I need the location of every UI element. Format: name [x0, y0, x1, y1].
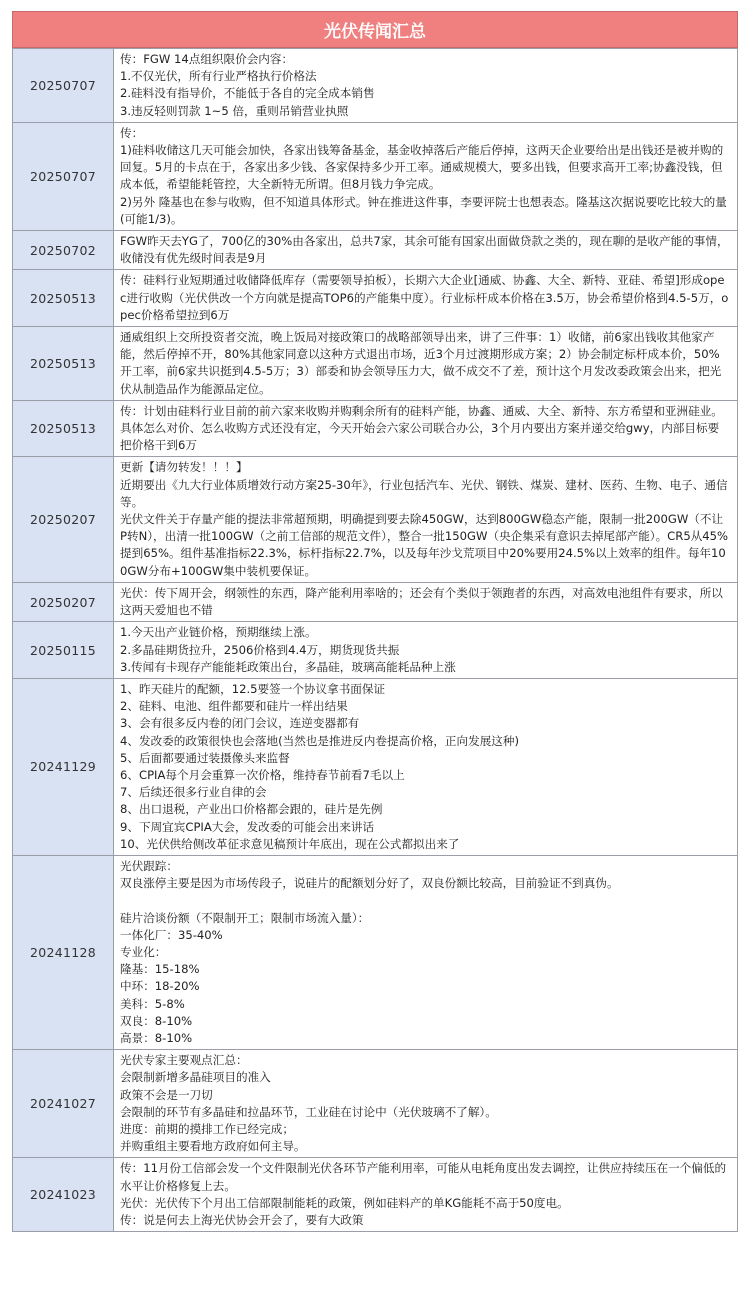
content-line: 硅片洽谈份额（不限制开工；限制市场流入量）：: [120, 910, 370, 925]
content-line: 3.违反轻则罚款 1~5 倍，重则吊销营业执照: [120, 103, 349, 118]
content-line: 通威组织上交所投资者交流，晚上饭局对接政策口的战略部领导出来，讲了三件事：1）收储，前6家出钱收其他家产能，然后停掉不开，80%其他家同意以这种方式退出市场，近3个月过渡期形成方案；2）协会制定标杆成本价，50%开工率，前6家共识挺到4.5-5万；3）部委和协会领导压力大，做不成交不了差，预计这个月发改委政策会出来，把光伏从制造品作为能源品定位。: [120, 330, 722, 396]
table-row: [13, 231, 738, 270]
content-cell: [114, 457, 738, 582]
content-line: 1、昨天硅片的配额，12.5要签一个协议拿书面保证: [120, 681, 386, 696]
content-line: 2、硅料、电池、组件都要和硅片一样出结果: [120, 699, 348, 714]
table-row: [13, 582, 738, 621]
content-line: 近期要出《九大行业体质增效行动方案25-30年》，行业包括汽车、光伏、钢铁、煤炭、建材、医药、生物、电子、通信等。: [120, 477, 728, 509]
content-cell: [114, 1050, 738, 1158]
content-cell: [114, 231, 738, 270]
rumor-table-sheet: [12, 11, 738, 1232]
content-line: 光伏专家主要观点汇总：: [120, 1053, 248, 1068]
content-line: 传：: [120, 125, 144, 140]
content-line: 会限制的环节有多晶硅和拉晶环节，工业硅在讨论中（光伏玻璃不了解）。: [120, 1104, 497, 1119]
content-line: 光伏文件关于存量产能的提法非常超预期，明确提到要去除450GW，达到800GW稳态产能，限制一批200GW（不让P转N），出清一批100GW（之前工信部的规范文件），整合一批150GW（央企集采有意识去掉尾部产能）。CR5从45%提到65%。组件基准指标22.3%，标杆指标22.7%，以及每年沙戈荒项目中20%要用24.5%以上效率的组件。每年100GW分布+100GW集中装机要保证。: [120, 512, 729, 578]
content-line: 一体化厂：35-40%: [120, 927, 223, 942]
date-cell: 20250513: [13, 327, 114, 401]
date-cell: 20250207: [13, 582, 114, 621]
date-cell: 20241023: [13, 1158, 114, 1232]
content-line: 10、光伏供给侧改革征求意见稿预计年底出，现在公式都拟出来了: [120, 836, 460, 851]
content-line: 1.今天出产业链价格，预期继续上涨。: [120, 625, 317, 640]
table-row: [13, 270, 738, 327]
content-line: 2)另外 隆基也在参与收购，但不知道具体形式。钟在推进这件事，李要评院士也想表态。隆基这次据说要吃比较大的量(可能1/3)。: [120, 194, 727, 226]
content-line: 4、发改委的政策很快也会落地(当然也是推进反内卷提高价格，正向发展这种): [120, 733, 520, 748]
rumor-table-body: [13, 49, 738, 1232]
content-line: 传：说是何去上海光伏协会开会了，要有大政策: [120, 1213, 364, 1227]
content-cell: [114, 49, 738, 123]
content-line: 并购重组主要看地方政府如何主导。: [120, 1139, 306, 1154]
date-cell: 20241027: [13, 1050, 114, 1158]
content-line: 6、CPIA每个月会重算一次价格，维持春节前看7毛以上: [120, 767, 405, 782]
table-row: [13, 327, 738, 401]
content-line: 更新【请勿转发！！！】: [120, 460, 248, 475]
table-row: [13, 622, 738, 679]
date-cell: 20250707: [13, 122, 114, 230]
content-cell: [114, 122, 738, 230]
content-cell: [114, 622, 738, 679]
content-line: FGW昨天去YG了，700亿的30%由各家出，总共7家，其余可能有国家出面做贷款之类的，现在聊的是收产能的事情，收储没有优先级时间表是9月: [120, 234, 729, 266]
date-cell: 20250513: [13, 270, 114, 327]
content-line: 传：计划由硅料行业目前的前六家来收购并购剩余所有的硅料产能，协鑫、通威、大全、新特、东方希望和亚洲硅业。具体怎么对价、怎么收购方式还没有定，今天开始会六家公司联合办公，3个月内要出方案并递交给gwy，内部目标要把价格干到6万: [120, 403, 723, 453]
date-cell: 20241128: [13, 855, 114, 1049]
content-cell: [114, 678, 738, 855]
content-line: 美科：5-8%: [120, 996, 185, 1011]
content-line: 双良涨停主要是因为市场传段子，说硅片的配额划分好了，双良份额比较高，目前验证不到真伪。: [120, 876, 619, 891]
table-row: [13, 678, 738, 855]
date-cell: 20241129: [13, 678, 114, 855]
content-line: 中环：18-20%: [120, 979, 200, 994]
date-cell: 20250115: [13, 622, 114, 679]
table-row: [13, 1050, 738, 1158]
table-row: [13, 1158, 738, 1232]
content-line: 专业化：: [120, 944, 167, 959]
content-cell: [114, 1158, 738, 1232]
date-cell: 20250207: [13, 457, 114, 582]
table-row: [13, 400, 738, 457]
content-line: 2.硅料没有指导价，不能低于各自的完全成本销售: [120, 86, 375, 101]
table-row: [13, 855, 738, 1049]
content-line: 光伏：光伏传下个月出工信部限制能耗的政策，例如硅料产的单KG能耗不高于50度电。: [120, 1195, 569, 1210]
content-line: 政策不会是一刀切: [120, 1087, 213, 1102]
content-line: 会限制新增多晶硅项目的准入: [120, 1070, 271, 1085]
content-cell: [114, 855, 738, 1049]
content-line: 高景：8-10%: [120, 1030, 193, 1045]
content-line: 1.不仅光伏，所有行业严格执行价格法: [120, 69, 317, 84]
date-cell: 20250513: [13, 400, 114, 457]
content-line: 3.传闻有卡现存产能能耗政策出台，多晶硅，玻璃高能耗品种上涨: [120, 659, 456, 674]
content-line: 光伏跟踪：: [120, 858, 178, 873]
content-line: 光伏：传下周开会，纲领性的东西，降产能利用率啥的；还会有个类似于领跑者的东西，对高效电池组件有要求，所以这两天爱旭也不错: [120, 585, 723, 618]
table-row: [13, 122, 738, 230]
content-cell: [114, 582, 738, 621]
content-line: 7、后续还很多行业自律的会: [120, 785, 267, 800]
content-line: 传：硅料行业短期通过收储降低库存（需要领导拍板），长期六大企业[通威、协鑫、大全、新特、亚硅、希望]形成opec进行收购（光伏供改一个方向就是提高TOP6的产能集中度）。行业标杆成本价格在3.5万，协会希望价格到4.5-5万，opec价格希望拉到6万: [120, 273, 729, 322]
content-line: [120, 892, 730, 909]
date-cell: 20250702: [13, 231, 114, 270]
content-line: 1)硅料收储这几天可能会加快，各家出钱筹备基金，基金收掉落后产能后停掉，这两天企业要给出是出钱还是被并购的回复。5月的卡点在于，各家出多少钱、各家保持多少开工率。通威规模大，要多出钱，但要求高开工率;协鑫没钱，但成本低，希望能耗管控，大全新特无所谓。但8月钱力争完成。: [120, 143, 724, 192]
content-line: 传：FGW 14点组织限价会内容：: [120, 52, 294, 66]
content-line: 进度：前期的摸排工作已经完成；: [120, 1121, 294, 1136]
content-line: 传：11月份工信部会发一个文件限制光伏各环节产能利用率，可能从电耗角度出发去调控，让供应持续压在一个偏低的水平让价格修复上去。: [120, 1161, 727, 1193]
rumor-table: [12, 48, 738, 1232]
content-line: 9、下周宜宾CPIA大会，发改委的可能会出来讲话: [120, 819, 375, 834]
table-row: [13, 49, 738, 123]
table-title: 光伏传闻汇总: [12, 11, 738, 48]
content-cell: [114, 327, 738, 401]
table-row: [13, 457, 738, 582]
date-cell: 20250707: [13, 49, 114, 123]
content-line: 3、会有很多反内卷的闭门会议，连逆变器都有: [120, 716, 360, 731]
content-cell: [114, 400, 738, 457]
content-line: 2.多晶硅期货拉升，2506价格到4.4万，期货现货共振: [120, 642, 400, 657]
content-line: 8、出口退税，产业出口价格都会跟的，硅片是先例: [120, 802, 383, 817]
content-line: 隆基：15-18%: [120, 962, 200, 977]
content-line: 双良：8-10%: [120, 1013, 193, 1028]
content-cell: [114, 270, 738, 327]
content-line: 5、后面都要通过装摄像头来监督: [120, 750, 290, 765]
